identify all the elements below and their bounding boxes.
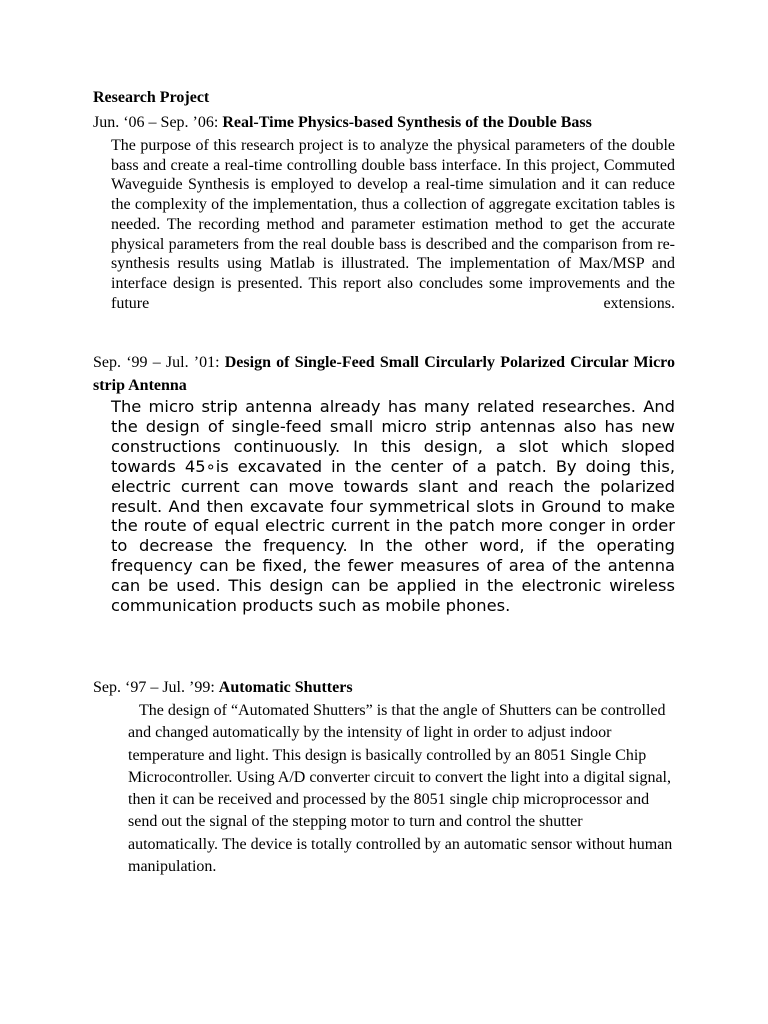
- project-header: [93, 351, 675, 397]
- project-title: Automatic Shutters: [218, 679, 353, 696]
- project-description: The micro strip antenna already has many related researches. And the design of single-feed small micro strip antennas also has new constructions continuously. In this design, a slot which sloped towards 45∘is excavated in the center of a patch. By doing this, electric current can move towards slant and reach the polarized result. And then excavate four symmetrical slots in Ground to make the route of equal electric current in the patch more conger in order to decrease the frequency. In the other word, if the operating frequency can be fixed, the fewer measures of area of the antenna can be used. This design can be applied in the electronic wireless communication products such as mobile phones.: [111, 397, 675, 616]
- project-title: Design of Single-Feed Small Circularly Polarized Circular Micro strip Antenna: [93, 354, 675, 394]
- project-dates: Sep. ‘97 – Jul. ’99:: [93, 679, 219, 696]
- project-header: [93, 676, 675, 699]
- project-title: Real-Time Physics-based Synthesis of the Double Bass: [222, 114, 592, 131]
- project-description: The purpose of this research project is to analyze the physical parameters of the double bass and create a real-time controlling double bass interface. In this project, Commuted Waveguide Synthesis is employed to develop a real-time simulation and it can reduce the complexity of the implementation, thus a collection of aggregate excitation tables is needed. The recording method and parameter estimation method to get the accurate physical parameters from the real double bass is described and the comparison from re-synthesis results using Matlab is illustrated. The implementation of Max/MSP and interface design is presented. This report also concludes some improvements and the future extensions.: [111, 137, 675, 312]
- project-description: The design of “Automated Shutters” is that the angle of Shutters can be controlled and changed automatically by the intensity of light in order to adjust indoor temperature and light. This design is basically controlled by an 8051 Single Chip Microcontroller. Using A/D converter circuit to convert the light into a digital signal, then it can be received and processed by the 8051 single chip microprocessor and send out the signal of the stepping motor to turn and control the shutter automatically. The device is totally controlled by an automatic sensor without human manipulation.: [128, 702, 673, 876]
- project-dates: Sep. ‘99 – Jul. ’01:: [93, 354, 225, 371]
- section-heading: Research Project: [93, 89, 210, 106]
- project-header: [93, 111, 675, 134]
- project-dates: Jun. ‘06 – Sep. ’06:: [93, 114, 223, 131]
